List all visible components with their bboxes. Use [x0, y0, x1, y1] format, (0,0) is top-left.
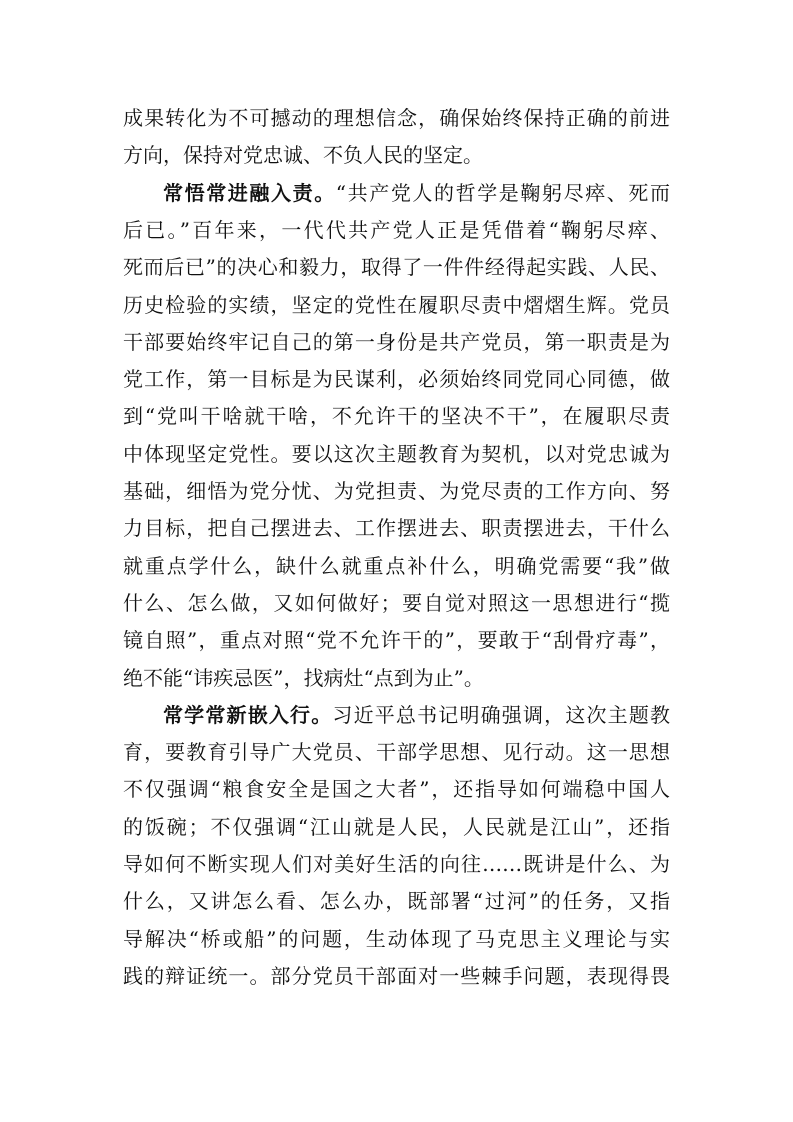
line-text: 什么，又讲怎么看、怎么办，既部署“过河”的任务，又指	[123, 889, 670, 914]
text-line	[123, 212, 670, 249]
line-text: “共产党人的哲学是鞠躬尽瘁、死而	[335, 180, 670, 205]
text-line	[123, 958, 670, 995]
line-text: 后已。”百年来，一代代共产党人正是凭借着“鞠躬尽瘁、	[123, 217, 670, 242]
line-text: 历史检验的实绩，坚定的党性在履职尽责中熠熠生辉。党员	[123, 292, 670, 317]
text-line	[123, 585, 670, 622]
text-line	[123, 622, 670, 659]
line-text: 习近平总书记明确强调，这次主题教	[332, 702, 671, 727]
line-text: 成果转化为不可撼动的理想信念，确保始终保持正确的前进	[123, 106, 670, 130]
text-line	[123, 361, 670, 398]
text-line	[123, 548, 670, 585]
text-line	[123, 249, 670, 286]
paragraph-heading: 常悟常进融入责。	[163, 180, 336, 205]
line-text: 就重点学什么，缺什么就重点补什么，明确党需要“我”做	[123, 553, 670, 578]
text-line	[123, 809, 670, 846]
text-line	[123, 734, 670, 771]
line-text: 导解决“桥或船”的问题，生动体现了马克思主义理论与实	[123, 926, 670, 951]
line-text: 镜自照”，重点对照“党不允许干的”，要敢于“刮骨疗毒”，	[123, 628, 670, 653]
text-line	[123, 771, 670, 808]
line-text: 绝不能“讳疾忌医”，找病灶“点到为止”。	[123, 665, 484, 690]
text-line	[123, 846, 670, 883]
text-line	[123, 398, 670, 435]
line-text: 什么、怎么做，又如何做好；要自觉对照这一思想进行“揽	[123, 590, 670, 615]
line-text: 的饭碗；不仅强调“江山就是人民，人民就是江山”，还指	[123, 814, 670, 839]
text-line	[123, 137, 670, 174]
line-text: 不仅强调“粮食安全是国之大者”，还指导如何端稳中国人	[123, 777, 670, 802]
text-line	[123, 287, 670, 324]
line-text: 践的辩证统一。部分党员干部面对一些棘手问题，表现得畏	[123, 963, 670, 988]
line-text: 党工作，第一目标是为民谋利，必须始终同党同心同德，做	[123, 367, 670, 392]
text-line	[123, 921, 670, 958]
text-line	[123, 100, 670, 137]
line-text: 导如何不断实现人们对美好生活的向往……既讲是什么、为	[123, 852, 670, 876]
text-line	[123, 436, 670, 473]
line-text: 干部要始终牢记自己的第一身份是共产党员，第一职责是为	[123, 329, 670, 354]
text-line	[163, 175, 670, 212]
line-text: 中体现坚定党性。要以这次主题教育为契机，以对党忠诚为	[123, 441, 670, 466]
line-text: 力目标，把自己摆进去、工作摆进去、职责摆进去，干什么	[123, 516, 670, 541]
text-line	[123, 324, 670, 361]
text-line	[163, 697, 670, 734]
line-text: 基础，细悟为党分忧、为党担责、为党尽责的工作方向、努	[123, 479, 670, 503]
paragraph-heading: 常学常新嵌入行。	[163, 702, 333, 727]
text-line	[123, 883, 670, 920]
line-text: 到“党叫干啥就干啥，不允许干的坚决不干”，在履职尽责	[123, 404, 670, 429]
line-text: 育，要教育引导广大党员、干部学思想、见行动。这一思想	[123, 740, 670, 765]
text-line	[123, 660, 670, 697]
text-line	[123, 473, 670, 510]
text-line	[123, 510, 670, 547]
line-text: 死而后已”的决心和毅力，取得了一件件经得起实践、人民、	[123, 255, 670, 280]
line-text: 方向，保持对党忠诚、不负人民的坚定。	[123, 143, 483, 168]
